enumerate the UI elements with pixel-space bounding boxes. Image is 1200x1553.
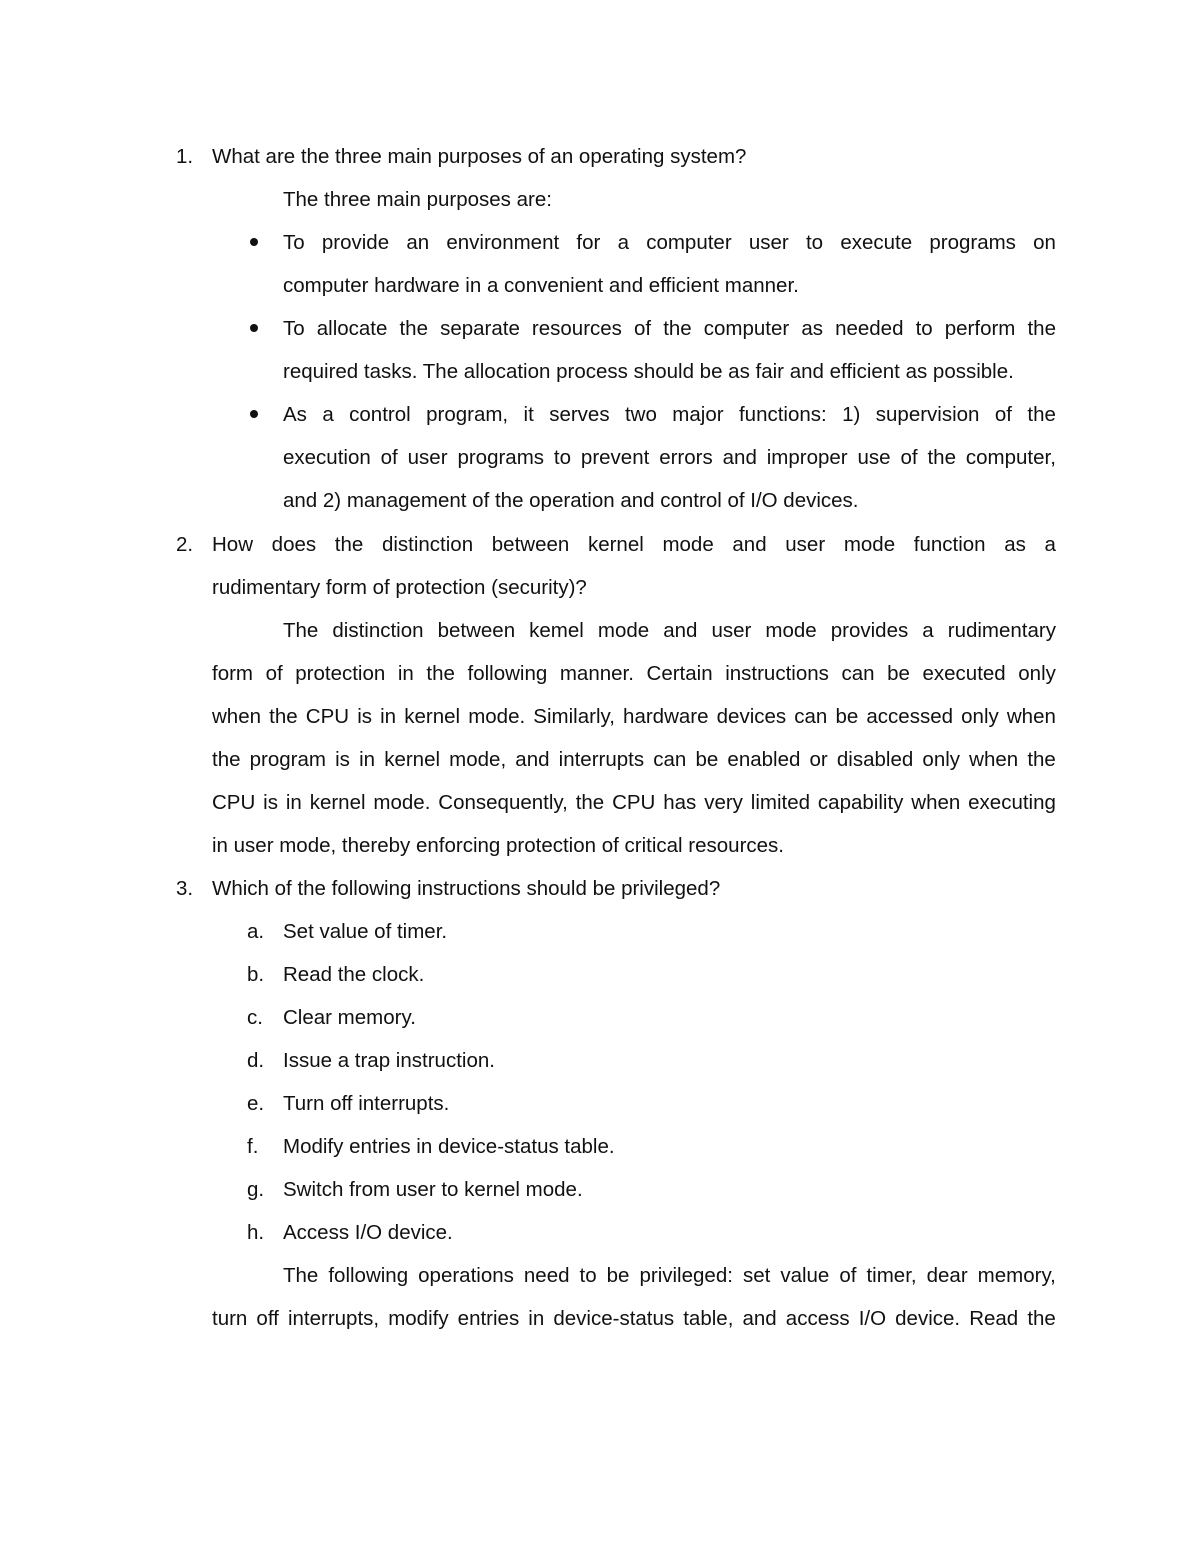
word: is [357,705,372,728]
q3-option-text: Turn off interrupts. [283,1092,450,1115]
word: interrupts [558,748,645,771]
word: To [283,317,305,340]
word: The [283,619,319,642]
word: between [437,619,516,642]
word: disabled [836,748,914,771]
word: needed [835,317,904,340]
word: executed [922,662,1006,685]
bullet-icon [250,324,258,332]
word: entries [457,1307,520,1330]
word: when [1006,705,1056,728]
q3-option-letter: c. [247,1006,263,1029]
word: is [263,791,278,814]
word: supervision [875,403,980,426]
word: Consequently, [438,791,568,814]
word: interrupts, [287,1307,380,1330]
word: limited [750,791,811,814]
word: when [212,705,262,728]
word: and [663,619,698,642]
q3-question: Which of the following instructions should be privileged? [212,877,721,900]
q1-bullet1-line1 [283,233,1056,254]
word: turn [212,1307,248,1330]
word: the [212,748,241,771]
word: following [467,662,548,685]
word: computer [646,231,732,254]
word: and [742,1307,777,1330]
q1-question: What are the three main purposes of an operating system? [212,145,747,168]
word: distinction [332,619,424,642]
word: for [576,231,601,254]
word: program, [426,403,509,426]
word: the [1027,317,1056,340]
word: timer, [866,1264,917,1287]
word: a [617,231,629,254]
word: only [961,705,999,728]
word: device-status [553,1307,675,1330]
word: 1) [842,403,861,426]
word: the [663,317,692,340]
word: environment [446,231,560,254]
q3-option-text: Set value of timer. [283,920,448,943]
word: a [922,619,934,642]
q3-option-text: Switch from user to kernel mode. [283,1178,583,1201]
word: programs [457,446,545,469]
word: of [839,1264,857,1287]
word: of [994,403,1012,426]
word: kemel [529,619,584,642]
q3-answer-line [212,1309,1056,1330]
q1-bullet1-line2: computer hardware in a convenient and efficient manner. [283,274,799,297]
word: be [887,662,910,685]
q3-option-letter: a. [247,920,265,943]
word: accessed [866,705,954,728]
word: dear [926,1264,968,1287]
word: the [1027,403,1056,426]
word: instructions [725,662,829,685]
word: enabled [727,748,801,771]
word: when [969,748,1019,771]
word: improper [766,446,848,469]
word: form [212,662,253,685]
word: CPU [212,791,256,814]
word: to [579,1264,597,1287]
q1-bullet3-line3: and 2) management of the operation and control of I/O devices. [283,489,859,512]
word: in [359,748,376,771]
q3-option-letter: h. [247,1221,265,1244]
word: To [283,231,305,254]
q2-answer-line [212,793,1056,814]
word: control [349,403,411,426]
word: the [426,662,455,685]
q3-answer-line [283,1266,1056,1287]
word: of [634,317,652,340]
word: modify [388,1307,449,1330]
q2-question-line1 [212,535,1056,556]
q2-answer-line [212,750,1056,771]
word: the [1027,748,1056,771]
word: as [801,317,823,340]
word: a [322,403,334,426]
word: computer, [965,446,1056,469]
word: perform [944,317,1016,340]
q2-question-line2: rudimentary form of protection (security)? [212,576,587,599]
word: is [335,748,350,771]
word: in [285,791,302,814]
word: the [399,317,428,340]
word: separate [440,317,520,340]
word: user [407,446,448,469]
word: user [711,619,752,642]
word: and [722,446,757,469]
word: execution [283,446,371,469]
word: need [523,1264,570,1287]
q2-answer-line: in user mode, thereby enforcing protection of critical resources. [212,834,784,857]
q2-answer-line [212,707,1056,728]
word: resources [531,317,622,340]
q3-option-letter: g. [247,1178,265,1201]
word: execute [840,231,913,254]
q1-bullet3-line2 [283,448,1056,469]
q2-answer-line [212,664,1056,685]
word: manner. [559,662,634,685]
word: only [922,748,961,771]
word: errors [659,446,713,469]
word: kernel [309,791,366,814]
word: set [742,1264,771,1287]
word: protection [295,662,386,685]
bullet-icon [250,410,258,418]
word: the [1027,1307,1056,1330]
q3-option-letter: e. [247,1092,265,1115]
word: mode [765,619,817,642]
q1-intro: The three main purposes are: [283,188,552,211]
word: How [212,533,254,556]
word: memory, [977,1264,1056,1287]
q1-number: 1. [176,145,194,168]
q3-option-text: Access I/O device. [283,1221,453,1244]
word: provide [321,231,390,254]
word: Similarly, [533,705,615,728]
word: of [900,446,918,469]
word: mode, [449,748,507,771]
word: be [695,748,719,771]
word: table, [683,1307,734,1330]
word: of [380,446,398,469]
q1-bullet3-line1 [283,405,1056,426]
word: kernel [404,705,461,728]
word: be [835,705,859,728]
word: capability [817,791,904,814]
word: function [913,533,986,556]
q3-option-letter: d. [247,1049,265,1072]
word: major [672,403,724,426]
word: Read [969,1307,1019,1330]
word: the [269,705,298,728]
word: can [794,705,828,728]
word: allocate [316,317,388,340]
word: user [748,231,789,254]
word: as [1004,533,1026,556]
word: distinction [381,533,474,556]
word: to [805,231,824,254]
word: it [523,403,534,426]
word: operations [418,1264,514,1287]
word: devices [716,705,787,728]
word: two [624,403,657,426]
word: when [911,791,961,814]
word: to [553,446,572,469]
word: a [1044,533,1056,556]
word: hardware [623,705,709,728]
word: executing [968,791,1056,814]
word: functions: [738,403,827,426]
word: CPU [305,705,350,728]
word: prevent [580,446,650,469]
word: mode [597,619,650,642]
word: in [397,662,414,685]
word: mode. [468,705,526,728]
word: the [575,791,605,814]
word: in [528,1307,545,1330]
word: mode [843,533,896,556]
word: in [380,705,397,728]
word: or [809,748,828,771]
word: the [334,533,364,556]
q3-option-letter: b. [247,963,265,986]
q2-number: 2. [176,533,194,556]
q1-bullet2-line2: required tasks. The allocation process should be as fair and efficient as possible. [283,360,1014,383]
q2-answer-line [283,621,1056,642]
q3-number: 3. [176,877,194,900]
word: on [1033,231,1056,254]
word: use [857,446,891,469]
word: device. [895,1307,961,1330]
word: can [653,748,687,771]
word: only [1018,662,1056,685]
q1-bullet2-line1 [283,319,1056,340]
word: provides [830,619,909,642]
word: I/O [858,1307,887,1330]
word: the [927,446,956,469]
word: programs [929,231,1016,254]
word: mode. [373,791,431,814]
word: privileged: [639,1264,733,1287]
q3-option-text: Clear memory. [283,1006,416,1029]
word: can [841,662,875,685]
word: to [915,317,933,340]
q3-option-text: Modify entries in device-status table. [283,1135,615,1158]
word: very [704,791,743,814]
word: has [663,791,697,814]
word: an [406,231,430,254]
word: serves [549,403,610,426]
word: CPU [612,791,656,814]
word: kernel [384,748,441,771]
word: As [283,403,307,426]
word: mode [662,533,714,556]
word: user [785,533,826,556]
word: value [780,1264,830,1287]
word: Certain [646,662,713,685]
q3-option-text: Issue a trap instruction. [283,1049,495,1072]
word: does [271,533,317,556]
word: be [606,1264,630,1287]
word: kernel [587,533,644,556]
word: rudimentary [947,619,1056,642]
word: access [785,1307,850,1330]
word: following [328,1264,409,1287]
word: of [265,662,283,685]
word: and [732,533,767,556]
word: The [283,1264,319,1287]
q3-option-text: Read the clock. [283,963,425,986]
q3-option-letter: f. [247,1135,259,1158]
word: and [515,748,550,771]
bullet-icon [250,238,258,246]
word: between [491,533,570,556]
word: computer [703,317,790,340]
word: program [249,748,326,771]
word: off [256,1307,279,1330]
